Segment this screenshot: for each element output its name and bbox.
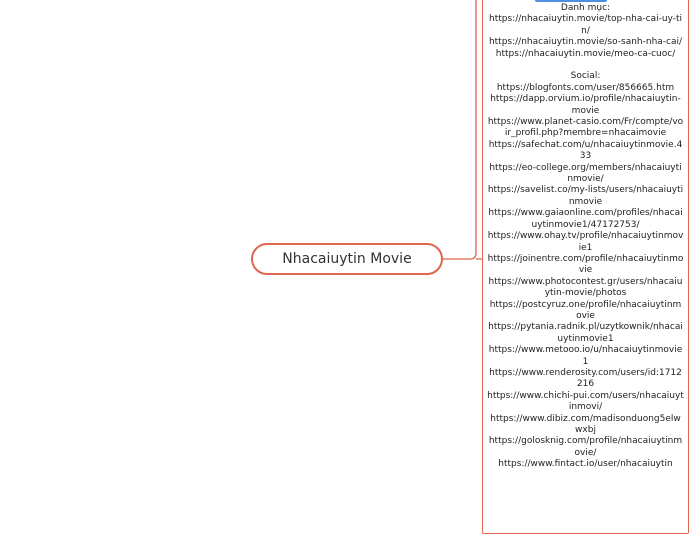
central-topic-label: Nhacaiuytin Movie [282, 251, 412, 267]
central-topic[interactable] [251, 243, 443, 275]
leaf-line: https://safechat.com/u/nhacaiuytinmovie.433 [488, 139, 683, 162]
leaf-line: https://www.dibiz.com/madisonduong5elwwxbj [490, 413, 681, 436]
leaf-line: https://nhacaiuytin.movie/so-sanh-nha-cai/ [488, 37, 683, 48]
leaf-line: Danh mục: [560, 3, 611, 13]
leaf-line: https://nhacaiuytin.movie/top-nha-cai-uy-tin/ [489, 14, 682, 36]
leaf-line: https://www.photocontest.gr/users/nhacaiuytin-movie/photos [488, 276, 683, 299]
leaf-line: https://joinentre.com/profile/nhacaiuytinmovie [487, 253, 684, 276]
leaf-line: https://www.ohay.tv/profile/nhacaiuytinmovie1 [487, 231, 684, 253]
leaf-line: https://blogfonts.com/user/856665.htm [496, 82, 675, 93]
leaf-line: https://www.planet-casio.com/Fr/compte/voir_profil.php?membre=nhacaimovie [487, 117, 684, 139]
leaf-line: https://savelist.co/my-lists/users/nhacaiuytinmovie [487, 185, 684, 207]
leaf-line: https://eo-college.org/members/nhacaiuytinmovie/ [489, 162, 682, 185]
leaf-line: https://www.metooo.io/u/nhacaiuytinmovie1 [488, 345, 683, 367]
subtopic-links-node[interactable] [482, 0, 689, 534]
leaf-line: https://www.renderosity.com/users/id:1712216 [489, 367, 682, 390]
leaf-line: https://dapp.orvium.io/profile/nhacaiuytin-movie [490, 94, 681, 116]
topic-accent-bar [535, 0, 607, 2]
leaf-line: https://www.chichi-pui.com/users/nhacaiuytinmovi/ [487, 390, 684, 413]
leaf-line: https://pytania.radnik.pl/uzytkownik/nhacaiuytinmovie1 [488, 322, 683, 344]
leaf-line: https://www.fintact.io/user/nhacaiuytin [498, 459, 673, 470]
leaf-line [487, 60, 684, 71]
leaf-line: https://nhacaiuytin.movie/meo-ca-cuoc/ [495, 48, 676, 59]
leaf-line: https://golosknig.com/profile/nhacaiuytinmovie/ [488, 436, 683, 458]
leaf-line: Social: [570, 71, 601, 82]
leaf-line: https://postcyruz.one/profile/nhacaiuytinmovie [489, 299, 682, 321]
subtopic-text [487, 3, 684, 471]
leaf-line: https://www.gaiaonline.com/profiles/nhacaiuytinmovie1/47172753/ [488, 208, 683, 230]
